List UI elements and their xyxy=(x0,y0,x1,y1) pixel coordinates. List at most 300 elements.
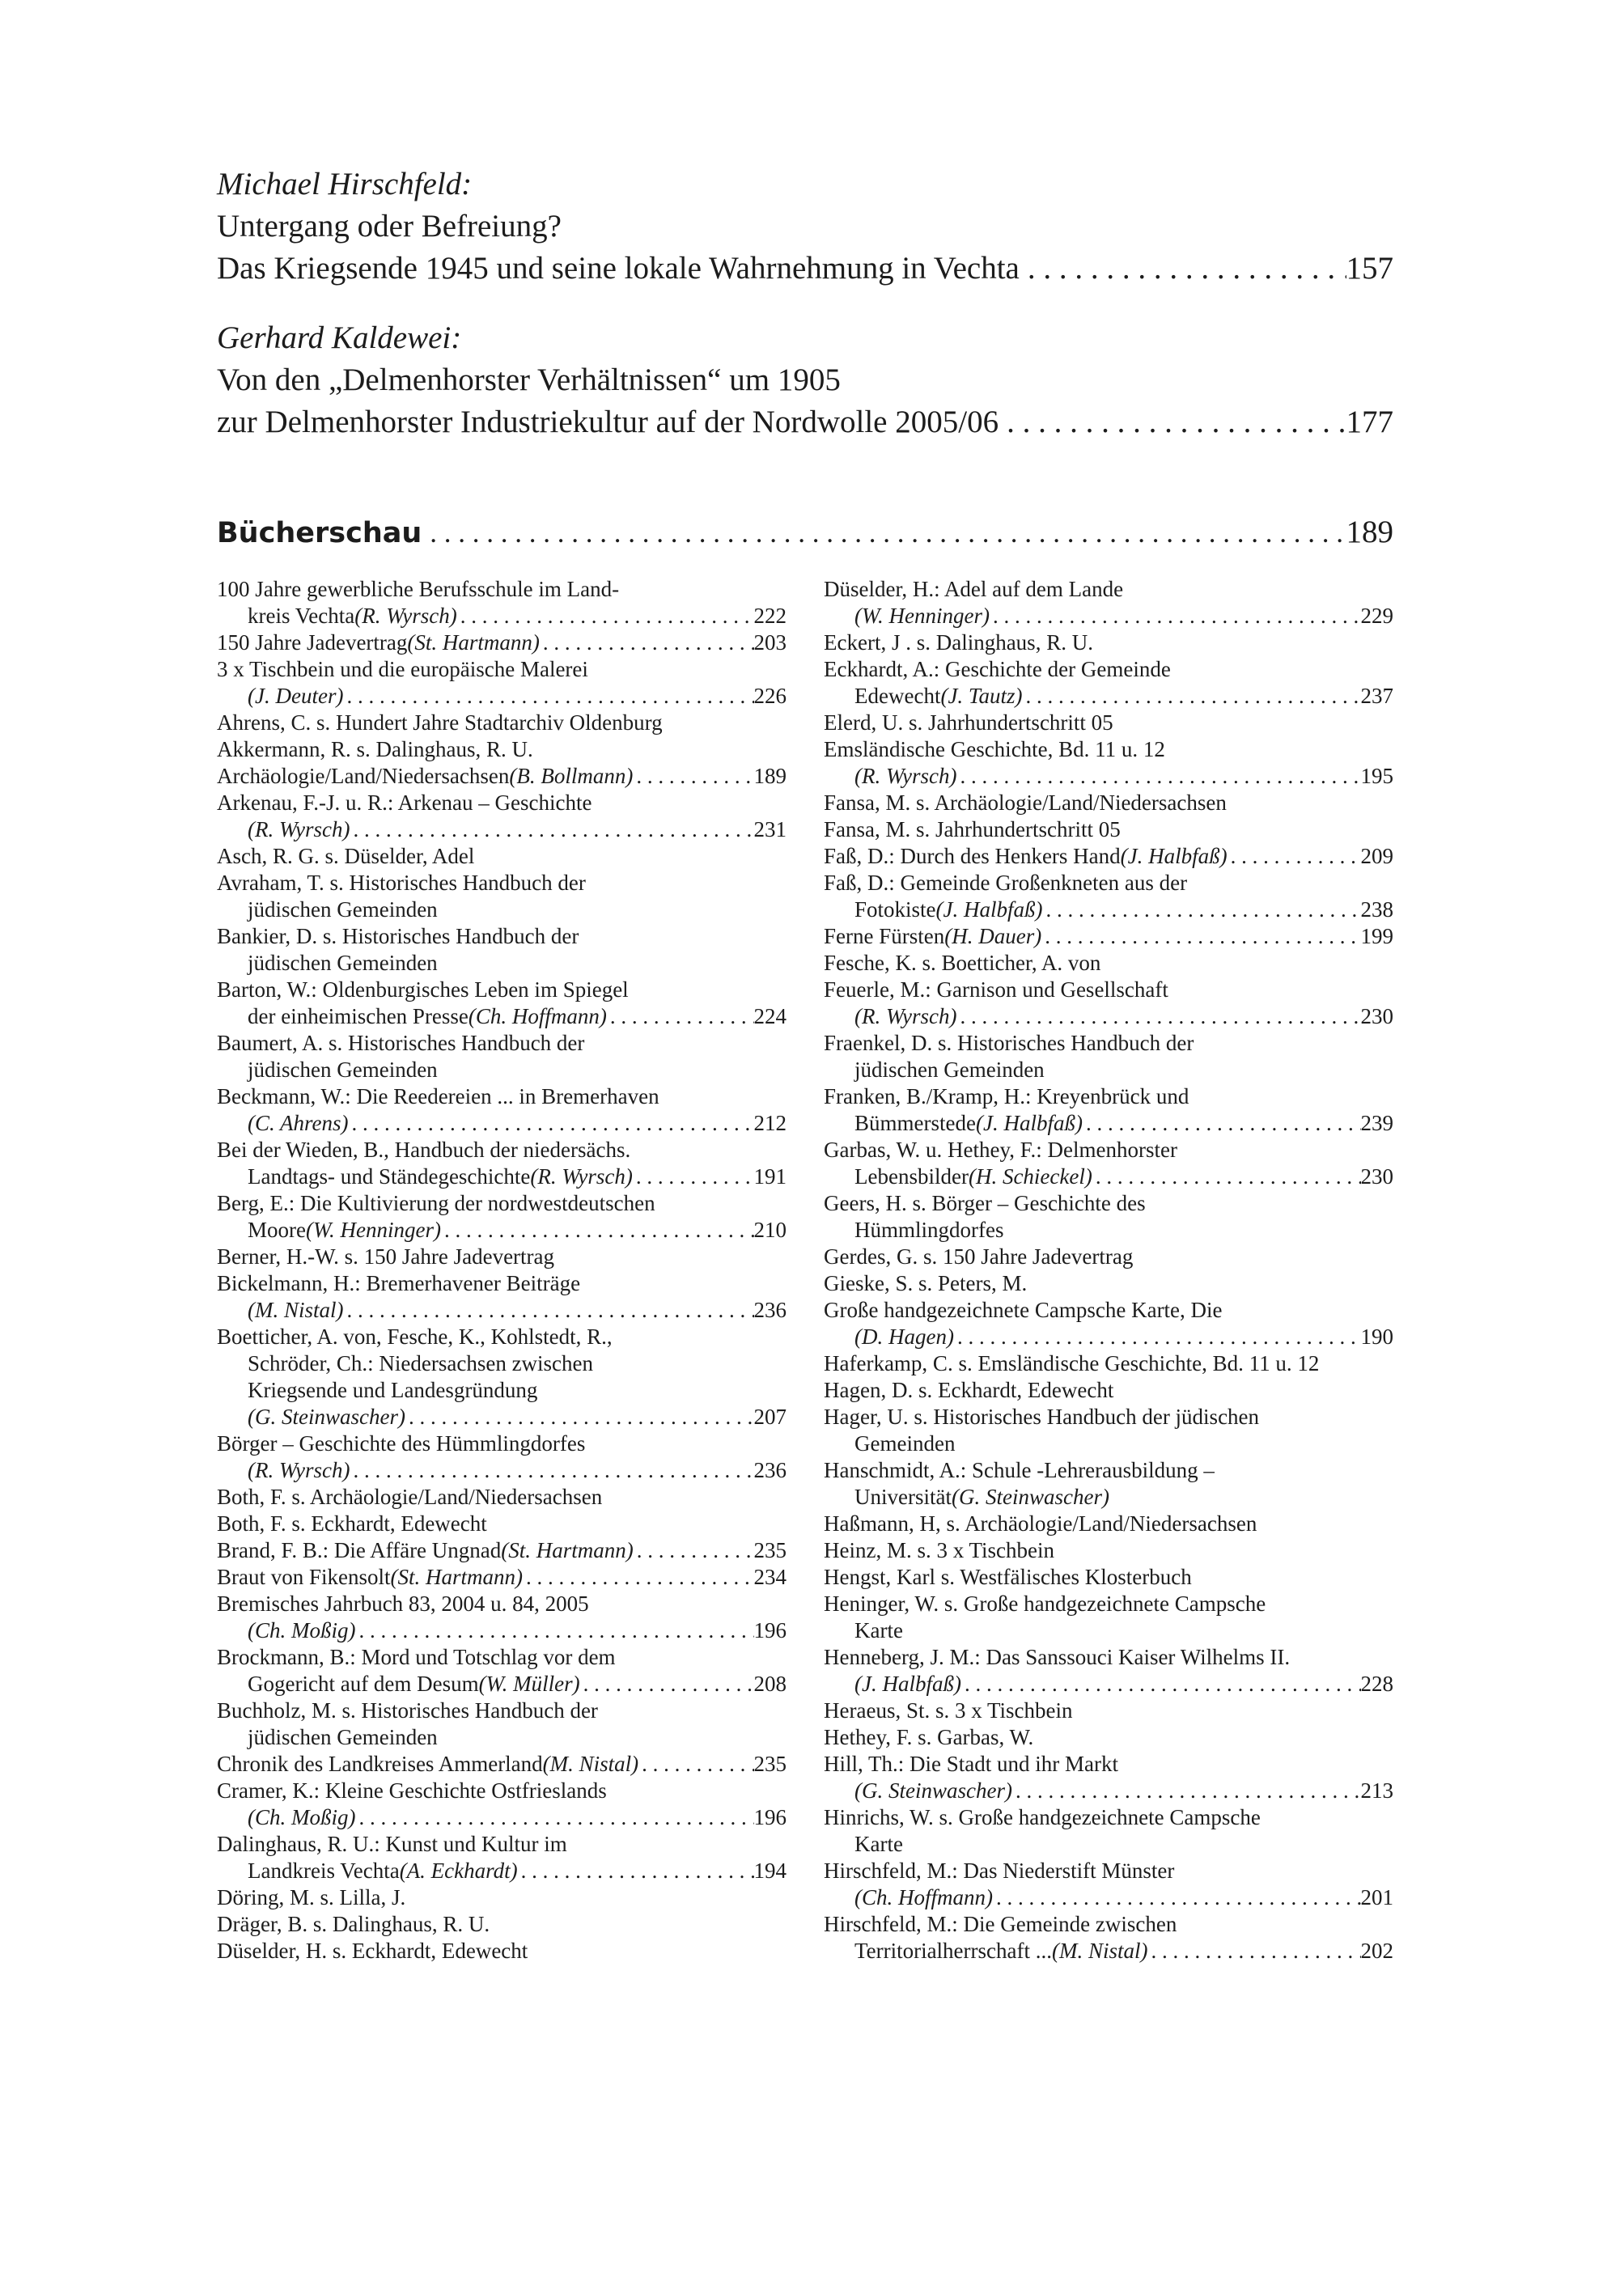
reviewer-name: (G. Steinwascher) xyxy=(951,1485,1109,1509)
index-entry xyxy=(217,1778,787,1831)
dot-leader xyxy=(405,1404,754,1430)
index-entry-text: Döring, M. s. Lilla, J. xyxy=(217,1885,406,1909)
index-entry-line xyxy=(217,1751,787,1778)
index-entry-line xyxy=(217,1724,787,1751)
index-entry xyxy=(824,1644,1393,1697)
reviewer-name: (R. Wyrsch) xyxy=(854,1004,957,1028)
section-heading xyxy=(217,514,1393,550)
index-entry-line xyxy=(217,1270,787,1297)
index-page-number: 235 xyxy=(753,1752,787,1776)
index-page-number: 196 xyxy=(753,1618,787,1642)
index-page-number: 213 xyxy=(1360,1778,1393,1803)
index-entry-text: Akkermann, R. s. Dalinghaus, R. U. xyxy=(217,737,533,761)
dot-leader xyxy=(343,683,753,710)
index-entry-text: Moore xyxy=(248,1218,306,1242)
toc-title-line: Untergang oder Befreiung? xyxy=(217,209,562,244)
index-entry-text: Territorialherrschaft ... xyxy=(854,1939,1052,1963)
index-page-number: 191 xyxy=(753,1164,787,1189)
index-entry-text: Faß, D.: Durch des Henkers Hand xyxy=(824,844,1121,868)
index-entry-line xyxy=(217,1457,787,1484)
index-entry xyxy=(824,1270,1393,1297)
index-page-number: 222 xyxy=(753,604,787,628)
index-page-number: 208 xyxy=(753,1672,787,1696)
index-entry-text: Hagen, D. s. Eckhardt, Edewecht xyxy=(824,1378,1114,1402)
dot-leader xyxy=(990,603,1361,629)
dot-leader xyxy=(441,1217,754,1244)
index-entry-text: Bümmerstede xyxy=(854,1111,976,1135)
index-entry-text: Archäologie/Land/Niedersachsen xyxy=(217,764,510,788)
index-entry-text: Franken, B./Kramp, H.: Kreyenbrück und xyxy=(824,1084,1189,1108)
index-entry xyxy=(217,1484,787,1511)
index-entry-line xyxy=(217,1858,787,1884)
index-entry xyxy=(824,1911,1393,1965)
index-entry-text: kreis Vechta xyxy=(248,604,355,628)
index-page-number: 229 xyxy=(1360,604,1393,628)
reviewer-name: (St. Hartmann) xyxy=(501,1538,634,1562)
index-entry-line xyxy=(824,656,1393,683)
index-entry-text: Emsländische Geschichte, Bd. 11 u. 12 xyxy=(824,737,1165,761)
index-entry-text: Elerd, U. s. Jahrhundertschritt 05 xyxy=(824,710,1113,735)
index-entry-text: Dalinghaus, R. U.: Kunst und Kultur im xyxy=(217,1832,567,1856)
reviewer-name: (C. Ahrens) xyxy=(248,1111,349,1135)
index-entry-line xyxy=(217,1163,787,1190)
index-entry-line xyxy=(217,1911,787,1938)
index-entry xyxy=(824,1511,1393,1537)
dot-leader xyxy=(1020,248,1346,290)
index-entry xyxy=(217,1697,787,1751)
index-entry-text: Hirschfeld, M.: Das Niederstift Münster xyxy=(824,1859,1175,1883)
index-entry-text: Düselder, H. s. Eckhardt, Edewecht xyxy=(217,1939,528,1963)
toc-title-line: Das Kriegsende 1945 und seine lokale Wahrnehmung in Vechta . . . 157 xyxy=(217,248,1393,290)
index-entry-line xyxy=(217,576,787,603)
index-entry-line xyxy=(217,656,787,683)
index-entry-text: Fotokiste xyxy=(854,897,936,922)
index-entry xyxy=(217,1644,787,1697)
index-entry-line xyxy=(217,1938,787,1965)
index-entry-text: Berner, H.-W. s. 150 Jahre Jadevertrag xyxy=(217,1244,555,1269)
index-entry-line xyxy=(217,1190,787,1217)
index-entry xyxy=(824,1377,1393,1404)
index-entry-line xyxy=(824,1778,1393,1804)
index-entry xyxy=(217,736,787,763)
index-page-number: 201 xyxy=(1360,1885,1393,1909)
index-entry xyxy=(824,629,1393,656)
index-entry-text: Arkenau, F.-J. u. R.: Arkenau – Geschichte xyxy=(217,790,592,815)
index-entry xyxy=(824,790,1393,816)
index-entry-text: Both, F. s. Archäologie/Land/Niedersachsen xyxy=(217,1485,603,1509)
index-entry-line xyxy=(217,896,787,923)
index-entry-text: Baumert, A. s. Historisches Handbuch der xyxy=(217,1031,585,1055)
index-entry-line xyxy=(824,1564,1393,1591)
index-entry-text: Geers, H. s. Börger – Geschichte des xyxy=(824,1191,1146,1215)
index-entry-line xyxy=(824,1884,1393,1911)
dot-leader xyxy=(956,763,1360,790)
index-entry-line xyxy=(217,1297,787,1324)
index-entry-text: Gemeinden xyxy=(854,1431,956,1456)
toc-title-line: Von den „Delmenhorster Verhältnissen“ um 1905 xyxy=(217,362,841,397)
index-entry xyxy=(824,1083,1393,1137)
index-entry-line xyxy=(217,923,787,950)
index-entry-line xyxy=(217,1057,787,1083)
index-entry-line xyxy=(824,1430,1393,1457)
index-page-number: 199 xyxy=(1360,924,1393,948)
index-entry-line xyxy=(217,950,787,977)
index-entry-line xyxy=(824,1190,1393,1217)
index-page-number: 226 xyxy=(753,684,787,708)
index-entry-text: Dräger, B. s. Dalinghaus, R. U. xyxy=(217,1912,490,1936)
index-entry xyxy=(217,1751,787,1778)
index-entry-line xyxy=(824,1617,1393,1644)
index-entry xyxy=(824,736,1393,790)
dot-leader xyxy=(580,1671,754,1697)
index-page-number: 238 xyxy=(1360,897,1393,922)
index-entry-text: jüdischen Gemeinden xyxy=(248,1725,438,1749)
index-entry-line xyxy=(824,1057,1393,1083)
index-page-number: 234 xyxy=(753,1565,787,1589)
index-entry xyxy=(217,870,787,923)
index-entry-text: Lebensbilder xyxy=(854,1164,969,1189)
index-entry-text: Garbas, W. u. Hethey, F.: Delmenhorster xyxy=(824,1138,1177,1162)
index-entry-line xyxy=(824,1244,1393,1270)
index-entry xyxy=(217,1270,787,1324)
index-page-number: 212 xyxy=(753,1111,787,1135)
index-entry-line xyxy=(824,816,1393,843)
index-entry xyxy=(824,1564,1393,1591)
index-entry-text: Buchholz, M. s. Historisches Handbuch der xyxy=(217,1698,598,1723)
index-entry-text: Henneberg, J. M.: Das Sanssouci Kaiser Wilhelms II. xyxy=(824,1645,1291,1669)
index-entry-text: Heraeus, St. s. 3 x Tischbein xyxy=(824,1698,1073,1723)
dot-leader xyxy=(1228,843,1361,870)
toc-author: Gerhard Kaldewei: xyxy=(217,320,462,355)
index-entry-text: Hinrichs, W. s. Große handgezeichnete Campsche xyxy=(824,1805,1261,1829)
index-entry-line xyxy=(824,1404,1393,1430)
index-entry-text: Braut von Fikensolt xyxy=(217,1565,391,1589)
index-entry-text: Brockmann, B.: Mord und Totschlag vor dem xyxy=(217,1645,616,1669)
index-entry-line xyxy=(217,1083,787,1110)
index-entry xyxy=(824,816,1393,843)
index-entry-line xyxy=(217,1671,787,1697)
reviewer-name: (J. Deuter) xyxy=(248,684,344,708)
index-entry-line xyxy=(824,1457,1393,1484)
reviewer-name: (St. Hartmann) xyxy=(407,630,540,655)
index-entry-text: Bickelmann, H.: Bremerhavener Beiträge xyxy=(217,1271,581,1295)
reviewer-name: (H. Schieckel) xyxy=(968,1164,1092,1189)
index-page-number: 194 xyxy=(753,1859,787,1883)
index-entry-text: Hethey, F. s. Garbas, W. xyxy=(824,1725,1034,1749)
index-entry-text: der einheimischen Presse xyxy=(248,1004,469,1028)
index-entry xyxy=(217,1324,787,1430)
index-entry-text: Asch, R. G. s. Düselder, Adel xyxy=(217,844,475,868)
index-page-number: 237 xyxy=(1360,684,1393,708)
reviewer-name: (R. Wyrsch) xyxy=(248,817,350,841)
dot-leader xyxy=(633,1163,754,1190)
index-entry-text: Eckert, J . s. Dalinghaus, R. U. xyxy=(824,630,1093,655)
index-entry-text: jüdischen Gemeinden xyxy=(854,1057,1045,1082)
dot-leader xyxy=(634,1537,754,1564)
index-page-number: 202 xyxy=(1360,1939,1393,1963)
index-page-number: 203 xyxy=(753,630,787,655)
index-entry-text: Heinz, M. s. 3 x Tischbein xyxy=(824,1538,1055,1562)
index-page-number: 189 xyxy=(753,764,787,788)
index-entry-line xyxy=(217,1511,787,1537)
index-entry-line xyxy=(824,1270,1393,1297)
index-entry xyxy=(824,656,1393,710)
index-entry-line xyxy=(824,870,1393,896)
index-entry-line xyxy=(824,603,1393,629)
index-page-number: 207 xyxy=(753,1405,787,1429)
reviewer-name: (St. Hartmann) xyxy=(390,1565,523,1589)
index-entry-line xyxy=(824,576,1393,603)
index-entry-line xyxy=(217,1697,787,1724)
index-entry-text: Edewecht xyxy=(854,684,941,708)
index-entry-text: Universität xyxy=(854,1485,952,1509)
index-entry-text: Faß, D.: Gemeinde Großenkneten aus der xyxy=(824,871,1188,895)
index-entry-line xyxy=(217,1030,787,1057)
index-entry-line xyxy=(217,1804,787,1831)
index-page-number: 195 xyxy=(1360,764,1393,788)
index-entry-line xyxy=(824,1484,1393,1511)
index-entry-text: Cramer, K.: Kleine Geschichte Ostfrieslands xyxy=(217,1778,607,1803)
dot-leader xyxy=(518,1858,754,1884)
reviewer-name: (J. Tautz) xyxy=(940,684,1023,708)
index-entry-text: Haßmann, H, s. Archäologie/Land/Niedersachsen xyxy=(824,1511,1257,1536)
index-entry-text: Landkreis Vechta xyxy=(248,1859,400,1883)
index-entry-text: Ferne Fürsten xyxy=(824,924,945,948)
index-entry-text: 3 x Tischbein und die europäische Malerei xyxy=(217,657,588,681)
index-entry-line xyxy=(824,1591,1393,1617)
reviewer-name: (W. Henninger) xyxy=(305,1218,441,1242)
reviewer-name: (M. Nistal) xyxy=(1052,1939,1148,1963)
reviewer-name: (G. Steinwascher) xyxy=(854,1778,1012,1803)
index-entry-text: Chronik des Landkreises Ammerland xyxy=(217,1752,543,1776)
index-entry xyxy=(824,1751,1393,1804)
index-entry xyxy=(217,1083,787,1137)
index-entry xyxy=(217,576,787,629)
index-entry-text: jüdischen Gemeinden xyxy=(248,897,438,922)
index-entry-line xyxy=(217,1430,787,1457)
index-entry xyxy=(824,1804,1393,1858)
dot-leader xyxy=(633,763,753,790)
index-entry-text: Hümmlingdorfes xyxy=(854,1218,1004,1242)
index-entry-line xyxy=(824,1671,1393,1697)
index-entry-text: Bei der Wieden, B., Handbuch der niedersächs. xyxy=(217,1138,631,1162)
index-entry xyxy=(824,1404,1393,1457)
index-entry-text: Fansa, M. s. Jahrhundertschritt 05 xyxy=(824,817,1121,841)
section-page-number: 189 xyxy=(1346,515,1393,549)
index-entry xyxy=(217,656,787,710)
index-entry-text: Karte xyxy=(854,1832,903,1856)
index-entry-line xyxy=(217,1324,787,1350)
index-entry-text: Fraenkel, D. s. Historisches Handbuch der xyxy=(824,1031,1194,1055)
index-entry xyxy=(217,1938,787,1965)
index-entry-text: Bankier, D. s. Historisches Handbuch der xyxy=(217,924,579,948)
reviewer-name: (D. Hagen) xyxy=(854,1325,954,1349)
index-entry-text: Große handgezeichnete Campsche Karte, Die xyxy=(824,1298,1223,1322)
index-entry-line xyxy=(217,1350,787,1377)
index-entry xyxy=(217,977,787,1030)
index-entry-line xyxy=(824,977,1393,1003)
index-entry-text: Landtags- und Ständegeschichte xyxy=(248,1164,531,1189)
index-entry xyxy=(824,1030,1393,1083)
index-entry-line xyxy=(217,603,787,629)
reviewer-name: (Ch. Hoffmann) xyxy=(854,1885,993,1909)
index-page-number: 231 xyxy=(753,817,787,841)
index-entry-line xyxy=(824,710,1393,736)
index-entry xyxy=(217,1430,787,1484)
index-entry xyxy=(824,1297,1393,1350)
index-page-number: 236 xyxy=(753,1458,787,1482)
index-page-number: 230 xyxy=(1360,1004,1393,1028)
toc-entry xyxy=(217,163,1393,290)
index-entry-text: 100 Jahre gewerbliche Berufsschule im Land- xyxy=(217,577,620,601)
index-entry-line xyxy=(217,1591,787,1617)
index-entry-line xyxy=(824,1858,1393,1884)
index-entry-line xyxy=(217,843,787,870)
index-entry-line xyxy=(217,1404,787,1430)
index-entry xyxy=(217,843,787,870)
index-entry-text: Hanschmidt, A.: Schule -Lehrerausbildung – xyxy=(824,1458,1215,1482)
index-page-number: 210 xyxy=(753,1218,787,1242)
reviewer-name: (Ch. Hoffmann) xyxy=(468,1004,607,1028)
index-entry xyxy=(217,1537,787,1564)
index-entry xyxy=(217,1030,787,1083)
toc-title-line: zur Delmenhorster Industriekultur auf der Nordwolle 2005/06 . . . 177 xyxy=(217,401,1393,443)
reviewer-name: (R. Wyrsch) xyxy=(530,1164,633,1189)
index-entry xyxy=(217,1511,787,1537)
index-entry-text: Karte xyxy=(854,1618,903,1642)
index-entry-text: Börger – Geschichte des Hümmlingdorfes xyxy=(217,1431,586,1456)
index-entry xyxy=(217,1884,787,1911)
index-entry-text: Düselder, H.: Adel auf dem Lande xyxy=(824,577,1124,601)
section-title: Bücherschau xyxy=(217,517,422,549)
index-entry-line xyxy=(824,1137,1393,1163)
index-entry-text: Hengst, Karl s. Westfälisches Klosterbuch xyxy=(824,1565,1192,1589)
index-entry-line xyxy=(824,1083,1393,1110)
index-page-number: 228 xyxy=(1360,1672,1393,1696)
toc-page-number: 177 xyxy=(1346,405,1393,439)
dot-leader xyxy=(540,629,754,656)
index-entry-line xyxy=(217,1003,787,1030)
index-entry xyxy=(824,1137,1393,1190)
index-entry-line xyxy=(217,1644,787,1671)
index-column-right xyxy=(824,576,1393,1965)
reviewer-name: (B. Bollmann) xyxy=(509,764,634,788)
index-entry-line xyxy=(824,1163,1393,1190)
reviewer-name: (J. Halbfaß) xyxy=(854,1672,961,1696)
reviewer-name: (H. Dauer) xyxy=(944,924,1042,948)
index-page-number: 236 xyxy=(753,1298,787,1322)
index-entry-line xyxy=(217,870,787,896)
index-entry xyxy=(824,1190,1393,1244)
dot-leader xyxy=(607,1003,754,1030)
index-entry-line xyxy=(217,1484,787,1511)
index-entry xyxy=(824,576,1393,629)
dot-leader xyxy=(355,1617,753,1644)
index-entry-line xyxy=(217,1537,787,1564)
reviewer-name: (R. Wyrsch) xyxy=(248,1458,350,1482)
index-entry-line xyxy=(824,683,1393,710)
index-entry-text: Hill, Th.: Die Stadt und ihr Markt xyxy=(824,1752,1118,1776)
reviewer-name: (J. Halbfaß) xyxy=(975,1111,1083,1135)
index-entry-line xyxy=(217,736,787,763)
index-entry-line xyxy=(217,977,787,1003)
index-entry-line xyxy=(824,1537,1393,1564)
toc-page-number: 157 xyxy=(1346,251,1393,286)
index-entry xyxy=(217,710,787,736)
reviewer-name: (J. Halbfaß) xyxy=(935,897,1043,922)
index-entry xyxy=(217,790,787,843)
index-entry xyxy=(824,977,1393,1030)
index-page-number: 239 xyxy=(1360,1111,1393,1135)
index-entry-line xyxy=(824,1911,1393,1938)
dot-leader xyxy=(1012,1778,1361,1804)
index-entry-line xyxy=(824,1831,1393,1858)
dot-leader xyxy=(1092,1163,1361,1190)
index-entry-line xyxy=(217,1831,787,1858)
index-entry-text: Fansa, M. s. Archäologie/Land/Niedersachsen xyxy=(824,790,1227,815)
index-entry-line xyxy=(824,1297,1393,1324)
index-entry xyxy=(824,1244,1393,1270)
index-entry-line xyxy=(824,896,1393,923)
index-entry-text: jüdischen Gemeinden xyxy=(248,1057,438,1082)
index-entry-text: Berg, E.: Die Kultivierung der nordwestdeutschen xyxy=(217,1191,655,1215)
index-entry xyxy=(824,1858,1393,1911)
index-entry xyxy=(824,1724,1393,1751)
index-entry-line xyxy=(217,1137,787,1163)
index-entry-line xyxy=(824,1751,1393,1778)
index-entry xyxy=(824,710,1393,736)
dot-leader xyxy=(344,1297,754,1324)
index-entry-line xyxy=(824,1324,1393,1350)
reviewer-name: (R. Wyrsch) xyxy=(854,764,957,788)
index-entry-line xyxy=(824,736,1393,763)
reviewer-name: (W. Henninger) xyxy=(854,604,990,628)
dot-leader xyxy=(993,1884,1361,1911)
index-entry xyxy=(824,1457,1393,1511)
index-column-left xyxy=(217,576,787,1965)
dot-leader xyxy=(1042,896,1360,923)
index-entry-text: Avraham, T. s. Historisches Handbuch der xyxy=(217,871,586,895)
reviewer-name: (W. Müller) xyxy=(478,1672,580,1696)
dot-leader xyxy=(1148,1938,1361,1965)
dot-leader xyxy=(422,517,1346,549)
index-entry-line xyxy=(217,1884,787,1911)
index-entry-text: 150 Jahre Jadevertrag xyxy=(217,630,408,655)
index-entry-line xyxy=(824,763,1393,790)
index-entry-line xyxy=(217,1778,787,1804)
toc-author: Michael Hirschfeld: xyxy=(217,167,473,201)
index-entry-text: Hirschfeld, M.: Die Gemeinde zwischen xyxy=(824,1912,1177,1936)
index-entry xyxy=(824,923,1393,950)
dot-leader xyxy=(1083,1110,1361,1137)
index-page-number: 190 xyxy=(1360,1325,1393,1349)
index-page-number: 209 xyxy=(1360,844,1393,868)
index-page-number: 196 xyxy=(753,1805,787,1829)
index-entry-line xyxy=(824,1030,1393,1057)
index-entry-text: Gieske, S. s. Peters, M. xyxy=(824,1271,1028,1295)
index-entry xyxy=(824,1350,1393,1377)
index-entry-line xyxy=(217,1217,787,1244)
index-entry-line xyxy=(824,1350,1393,1377)
reviewer-name: (J. Halbfaß) xyxy=(1120,844,1228,868)
reviewer-name: (G. Steinwascher) xyxy=(248,1405,405,1429)
reviewer-name: (R. Wyrsch) xyxy=(354,604,457,628)
index-entry xyxy=(217,1831,787,1884)
index-entry-line xyxy=(217,710,787,736)
dot-leader xyxy=(1041,923,1360,950)
index-entry-line xyxy=(217,1617,787,1644)
dot-leader xyxy=(956,1003,1360,1030)
